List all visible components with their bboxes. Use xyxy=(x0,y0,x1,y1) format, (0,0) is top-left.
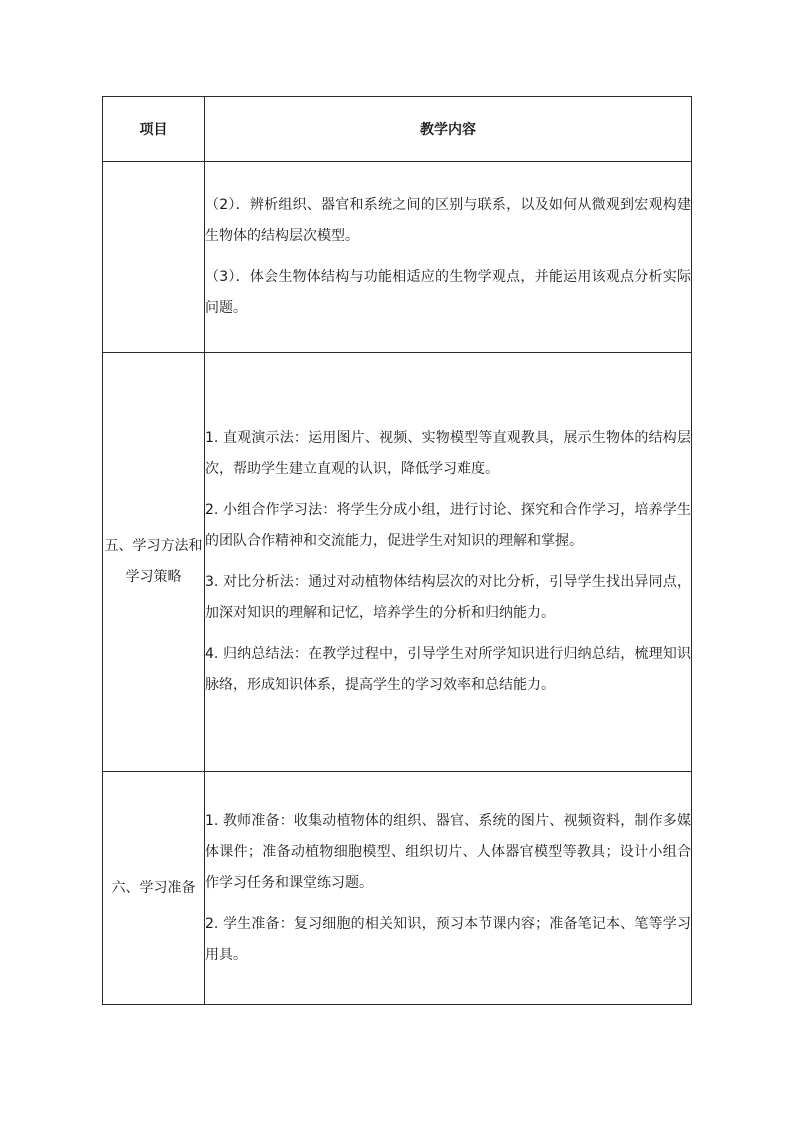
table-row xyxy=(103,353,692,772)
row-item-cell: 六、学习准备 xyxy=(103,772,205,1005)
lesson-plan-table xyxy=(102,96,692,1005)
row-item-cell: 五、学习方法和学习策略 xyxy=(103,353,205,772)
content-paragraph: 3. 对比分析法：通过对动植物体结构层次的对比分析，引导学生找出异同点，加深对知识的理解和记忆，培养学生的分析和归纳能力。 xyxy=(205,574,691,621)
row-content-cell xyxy=(205,772,692,1005)
table-row xyxy=(103,772,692,1005)
row-content-cell xyxy=(205,353,692,772)
table-row xyxy=(103,162,692,353)
table-header-row xyxy=(103,97,692,162)
content-paragraph: 1. 直观演示法：运用图片、视频、实物模型等直观教具，展示生物体的结构层次，帮助学生建立直观的认识，降低学习难度。 xyxy=(205,430,691,477)
header-item: 项目 xyxy=(103,97,205,162)
content-paragraph: （3）．体会生物体结构与功能相适应的生物学观点，并能运用该观点分析实际问题。 xyxy=(205,269,691,316)
row-item-cell xyxy=(103,162,205,353)
header-content: 教学内容 xyxy=(205,97,692,162)
content-paragraph: 1. 教师准备：收集动植物体的组织、器官、系统的图片、视频资料，制作多媒体课件；准备动植物细胞模型、组织切片、人体器官模型等教具；设计小组合作学习任务和课堂练习题。 xyxy=(205,812,691,891)
content-paragraph: 4. 归纳总结法：在教学过程中，引导学生对所学知识进行归纳总结，梳理知识脉络，形成知识体系，提高学生的学习效率和总结能力。 xyxy=(205,646,691,693)
content-paragraph: （2）．辨析组织、器官和系统之间的区别与联系，以及如何从微观到宏观构建生物体的结构层次模型。 xyxy=(205,197,691,244)
content-paragraph: 2. 学生准备：复习细胞的相关知识，预习本节课内容；准备笔记本、笔等学习用具。 xyxy=(205,915,691,963)
content-paragraph: 2. 小组合作学习法：将学生分成小组，进行讨论、探究和合作学习，培养学生的团队合作精神和交流能力，促进学生对知识的理解和掌握。 xyxy=(205,502,691,549)
row-content-cell xyxy=(205,162,692,353)
